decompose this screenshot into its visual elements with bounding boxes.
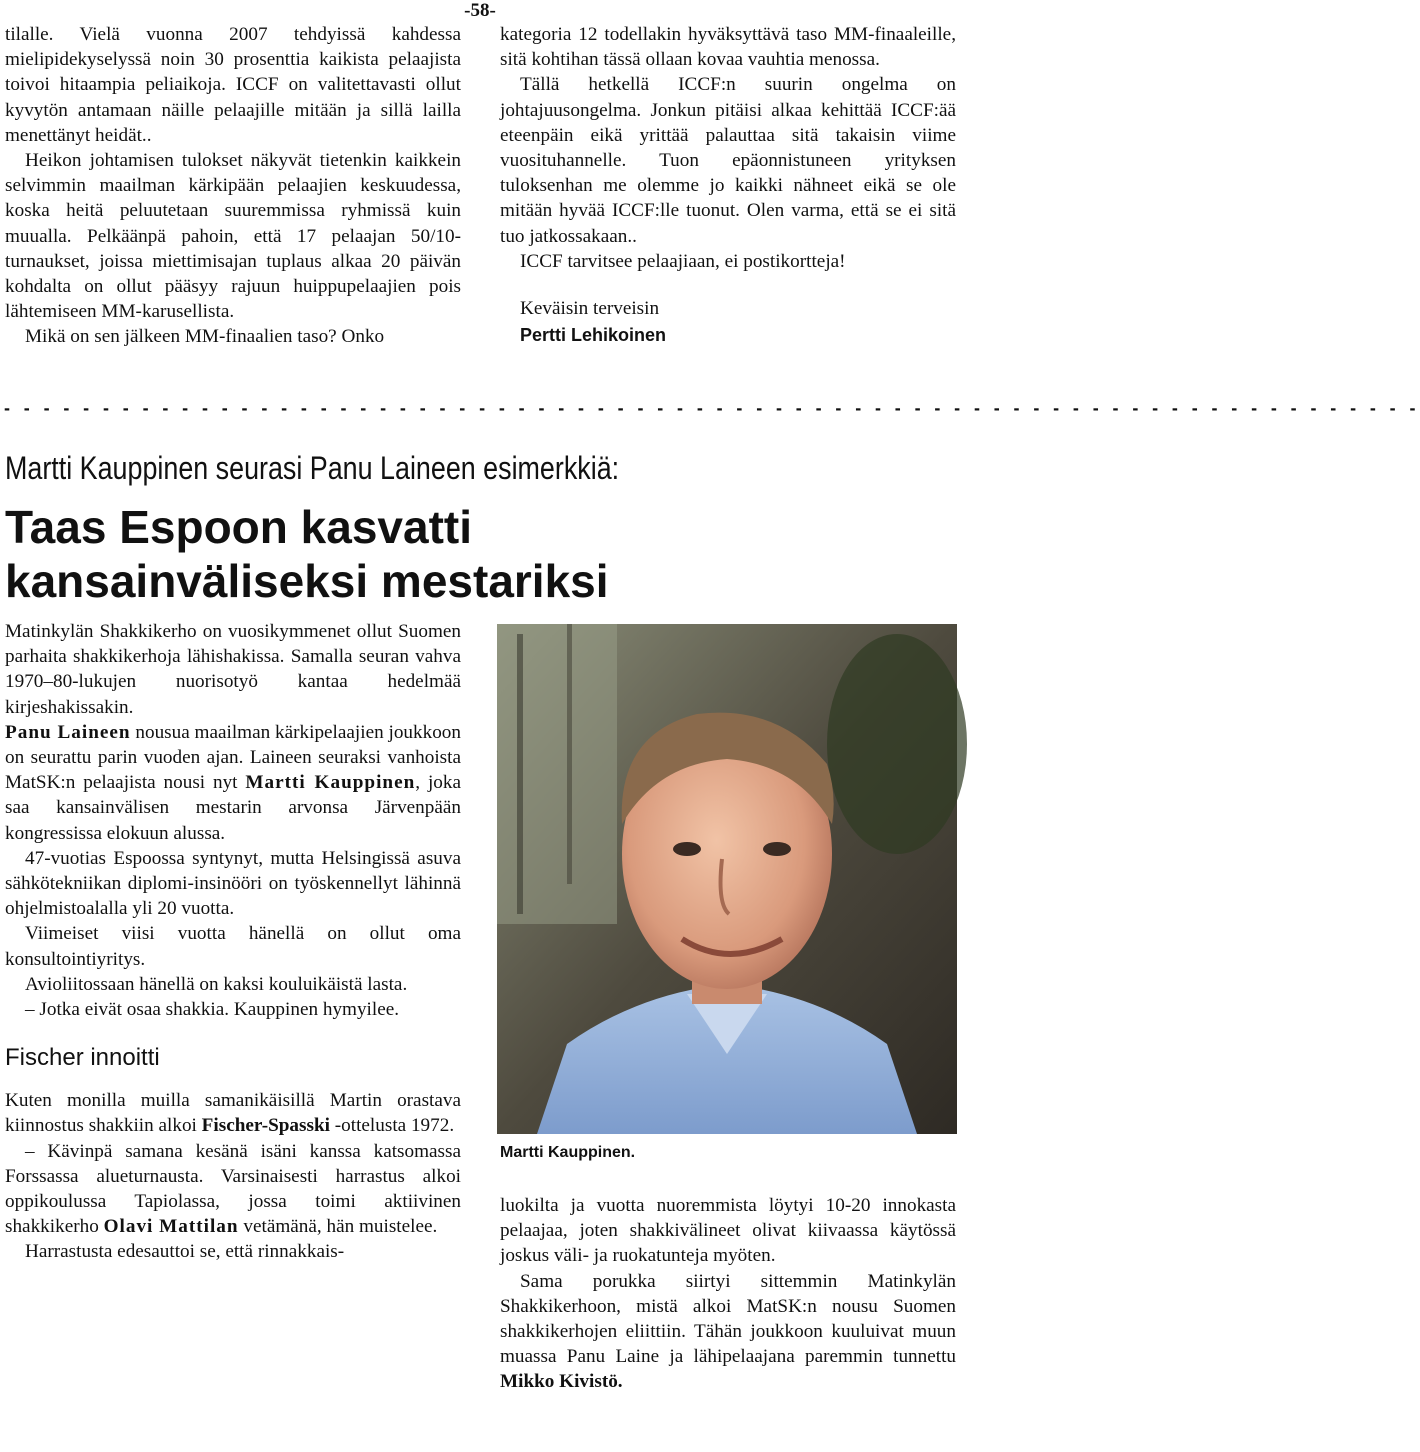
- article-kicker: Martti Kauppinen seurasi Panu Laineen esimerkkiä:: [5, 450, 620, 486]
- person-name: Martti Kauppinen: [245, 772, 416, 794]
- portrait-photo: [497, 624, 957, 1134]
- paragraph: tilalle. Vielä vuonna 2007 tehdyissä kahdessa mielipidekyselyssä noin 30 prosenttia kaikista pelaajista toivoi hitaampia peliaikoja. ICCF on valitettavasti ollut kyvytön antamaan näille pelaajille mitään ja sillä lailla menettänyt heidät..: [5, 24, 461, 146]
- article-left-column: [5, 619, 461, 1265]
- paragraph: – Jotka eivät osaa shakkia. Kauppinen hymyilee.: [25, 999, 400, 1021]
- paragraph: – Kävinpä samana kesänä isäni kanssa katsomassa Forssassa alueturnausta. Varsinaisesti harrastus alkoi oppikoulussa Tapiolassa, jossa toimi aktiivinen shakkikerho Olavi Mattilan vetämänä, hän muistelee.: [5, 1140, 461, 1238]
- paragraph: Sama porukka siirtyi sittemmin Matinkylän Shakkikerhoon, mistä alkoi MatSK:n nousu Suomen shakkikerhojen eliittiin. Tähän joukkoon kuuluivat muun muassa Panu Laine ja lähipelaajana paremmin tunnettu Mikko Kivistö.: [500, 1270, 956, 1393]
- paragraph: Kuten monilla muilla samanikäisillä Martin orastava kiinnostus shakkiin alkoi Fischer-Spasski -ottelusta 1972.: [5, 1090, 461, 1137]
- prev-article-right-column: [500, 22, 956, 346]
- paragraph: 47-vuotias Espoossa syntynyt, mutta Helsingissä asuva sähkötekniikan diplomi-insinööri on työskennellyt lähinnä ohjelmistoalalla yli 20 vuotta.: [5, 847, 461, 920]
- page-number: -58-: [464, 0, 496, 21]
- photo-caption: Martti Kauppinen.: [500, 1144, 636, 1161]
- headline-line: kansainväliseksi mestariksi: [5, 555, 609, 607]
- signature: Pertti Lehikoinen: [520, 325, 667, 346]
- paragraph: Viimeiset viisi vuotta hänellä on ollut oma konsultointiyritys.: [5, 923, 461, 970]
- paragraph: ICCF tarvitsee pelaajiaan, ei postikortteja!: [520, 250, 846, 272]
- paragraph: Avioliitossaan hänellä on kaksi kouluikäistä lasta.: [25, 973, 408, 995]
- paragraph: Panu Laineen nousua maailman kärkipelaajien joukkoon on seurattu parin vuoden ajan. Laineen seuraksi vanhoista MatSK:n pelaajista nousi nyt Martti Kauppinen, joka saa kansainvälisen mestarin arvonsa Järvenpään kongressissa elokuun alussa.: [5, 721, 461, 844]
- paragraph: kategoria 12 todellakin hyväksyttävä taso MM-finaaleille, sitä kohtihan tässä ollaan kovaa vauhtia menossa.: [500, 24, 956, 71]
- paragraph: Heikon johtamisen tulokset näkyvät tietenkin kaikkein selvimmin maailman kärkipään pelaajien keskuudessa, koska heitä peluutetaan suuremmissa ryhmissä kuin muualla. Pelkäänpä pahoin, että 17 pelaajan 50/10-turnaukset, joissa miettimisajan tuplaus alkaa 20 päivän kohdalta on ollut pääsyy rajuun huippupelaajien pois lähtemiseen MM-karusellista.: [5, 150, 461, 323]
- article-right-column: [500, 1193, 956, 1395]
- person-name: Olavi Mattilan: [103, 1216, 239, 1238]
- greeting: Keväisin terveisin: [520, 298, 660, 320]
- paragraph: luokilta ja vuotta nuoremmista löytyi 10-20 innokasta pelaajaa, joten shakkivälineet olivat kiivaassa käytössä joskus väli- ja ruokatunteja myöten.: [500, 1195, 956, 1267]
- paragraph: Matinkylän Shakkikerho on vuosikymmenet ollut Suomen parhaita shakkikerhoja lähishakissa. Samalla seuran vahva 1970–80-lukujen nuorisotyö kantaa hedelmää kirjeshakissakin.: [5, 621, 461, 718]
- paragraph: Mikä on sen jälkeen MM-finaalien taso? Onko: [25, 326, 385, 348]
- person-name: Mikko Kivistö.: [500, 1371, 623, 1393]
- subheading: Fischer innoitti: [5, 1044, 160, 1072]
- person-name: Panu Laineen: [5, 721, 131, 743]
- article-headline: [5, 500, 609, 608]
- prev-article-left-column: [5, 22, 461, 350]
- event-name: Fischer-Spasski: [201, 1115, 330, 1137]
- portrait-illustration: [497, 624, 957, 1134]
- paragraph: Tällä hetkellä ICCF:n suurin ongelma on johtajuusongelma. Jonkun pitäisi alkaa kehittää ICCF:ää eteenpäin eikä yrittää palauttaa sitä takaisin viime vuosituhannelle. Tuon epäonnistuneen yrityksen tuloksenhan me olemme jo kaikki nähneet eikä se ole mitään hyvää ICCF:lle tuonut. Olen varma, että se ei sitä tuo jatkossakaan..: [500, 74, 956, 247]
- paragraph: Harrastusta edesauttoi se, että rinnakkais-: [25, 1241, 345, 1263]
- dashed-divider: - - - - - - - - - - - - - - - - - - - - - - - - - - - - - - - - - - - - - - - - - - - - - - - - - - - - - - - - - - - - - - - - - - - - - - - -: [4, 398, 1420, 418]
- headline-line: Taas Espoon kasvatti: [5, 501, 472, 553]
